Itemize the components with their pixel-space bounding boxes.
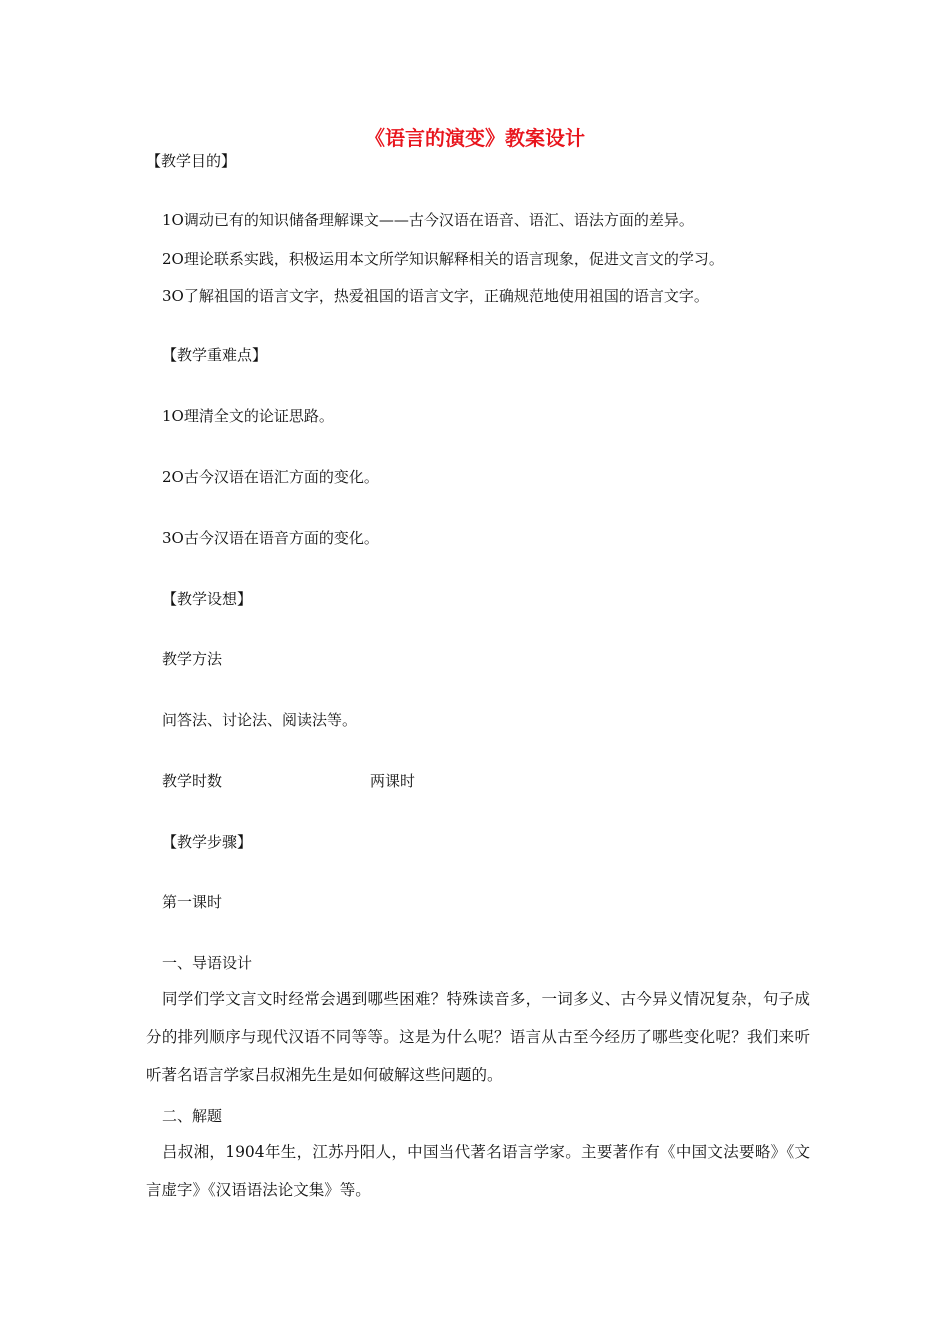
method-value: 问答法、讨论法、阅读法等。	[162, 711, 358, 729]
hours-value: 两课时	[370, 772, 416, 790]
steps-heading: 【教学步骤】	[162, 833, 253, 851]
objective-item-2: 2O理论联系实践，积极运用本文所学知识解释相关的语言现象，促进文言文的学习。	[162, 250, 724, 268]
objective-item-3: 3O了解祖国的语言文字，热爱祖国的语言文字，正确规范地使用祖国的语言文字。	[162, 287, 709, 305]
key-point-item-2: 2O古今汉语在语汇方面的变化。	[162, 468, 379, 486]
key-points-heading: 【教学重难点】	[162, 346, 268, 364]
plan-heading: 【教学设想】	[162, 590, 253, 608]
objective-item-1: 1O调动已有的知识储备理解课文——古今汉语在语音、语汇、语法方面的差异。	[162, 211, 694, 229]
document-title: 《语言的演变》教案设计	[365, 126, 585, 150]
section2-title: 二、解题	[162, 1107, 223, 1125]
key-point-item-3: 3O古今汉语在语音方面的变化。	[162, 529, 379, 547]
method-label: 教学方法	[162, 650, 223, 668]
section1-title: 一、导语设计	[162, 954, 253, 972]
key-point-item-1: 1O理清全文的论证思路。	[162, 407, 334, 425]
hours-label: 教学时数	[162, 772, 223, 790]
lesson-label: 第一课时	[162, 893, 223, 911]
section1-text: 同学们学文言文时经常会遇到哪些困难？特殊读音多，一词多义、古今异义情况复杂，句子成分的排列顺序与现代汉语不同等等。这是为什么呢？语言从古至今经历了哪些变化呢？我们来听听著名语言学家吕叔湘先生是如何破解这些问题的。	[146, 990, 810, 1084]
objectives-heading: 【教学目的】	[146, 152, 237, 170]
section2-text: 吕叔湘，1904年生，江苏丹阳人，中国当代著名语言学家。主要著作有《中国文法要略》《文言虚字》《汉语语法论文集》等。	[146, 1143, 810, 1199]
